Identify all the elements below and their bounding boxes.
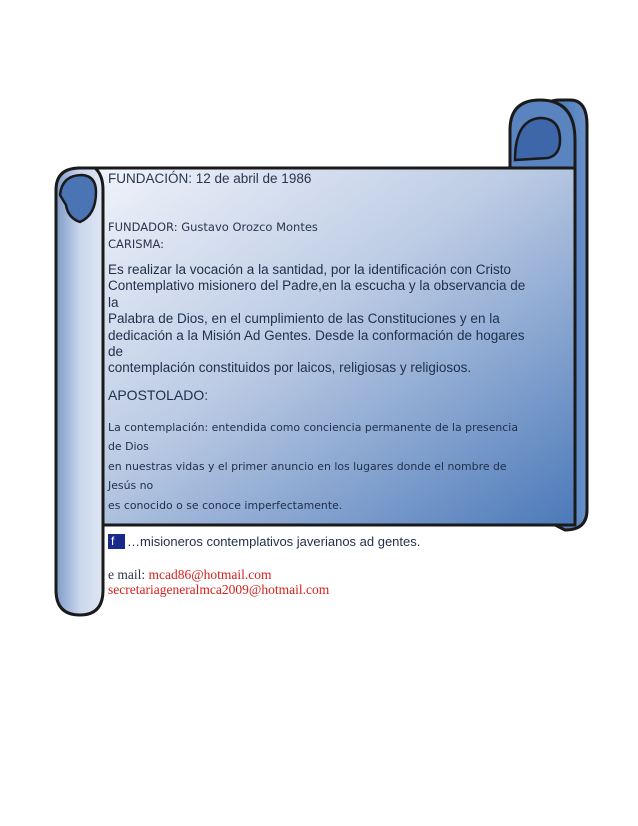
- email-link-2[interactable]: secretariageneralmca2009@hotmail.com: [108, 582, 330, 598]
- email-block: [108, 567, 528, 597]
- scroll-content: [108, 171, 528, 597]
- carisma-label: CARISMA:: [108, 237, 165, 251]
- top-right-curl: [510, 100, 575, 168]
- fundacion-date: FUNDACIÓN: 12 de abril de 1986: [108, 171, 312, 186]
- contemplacion-line: La contemplación: entendida como conciencia permanente de la presencia de Dios: [108, 420, 518, 454]
- email-label: e mail:: [108, 567, 149, 583]
- contemplacion-line: es conocido o se conoce imperfectamente.: [108, 498, 343, 512]
- carisma-description: [108, 262, 528, 377]
- fundador-text: FUNDADOR: Gustavo Orozco Montes: [108, 220, 318, 234]
- carisma-line: contemplación constituidos por laicos, religiosas y religiosos.: [108, 360, 472, 376]
- carisma-line: Contemplativo misionero del Padre,en la escucha y la observancia de la: [108, 278, 526, 310]
- facebook-line: [108, 534, 528, 549]
- apostolado-heading: APOSTOLADO:: [108, 386, 209, 403]
- contemplacion-text: [108, 418, 528, 516]
- carisma-line: dedicación a la Misión Ad Gentes. Desde la conformación de hogares de: [108, 327, 525, 360]
- carisma-line: Palabra de Dios, en el cumplimiento de las Constituciones y en la: [108, 311, 500, 327]
- left-roller: [56, 168, 103, 615]
- carisma-line: Es realizar la vocación a la santidad, por la identificación con Cristo: [108, 262, 511, 277]
- facebook-icon[interactable]: f: [108, 534, 125, 549]
- facebook-text: …misioneros contemplativos javerianos ad gentes.: [127, 534, 421, 550]
- email-link-1[interactable]: mcad86@hotmail.com: [148, 567, 272, 583]
- fundador-block: [108, 219, 528, 253]
- contemplacion-line: en nuestras vidas y el primer anuncio en los lugares donde el nombre de Jesús no: [108, 459, 507, 493]
